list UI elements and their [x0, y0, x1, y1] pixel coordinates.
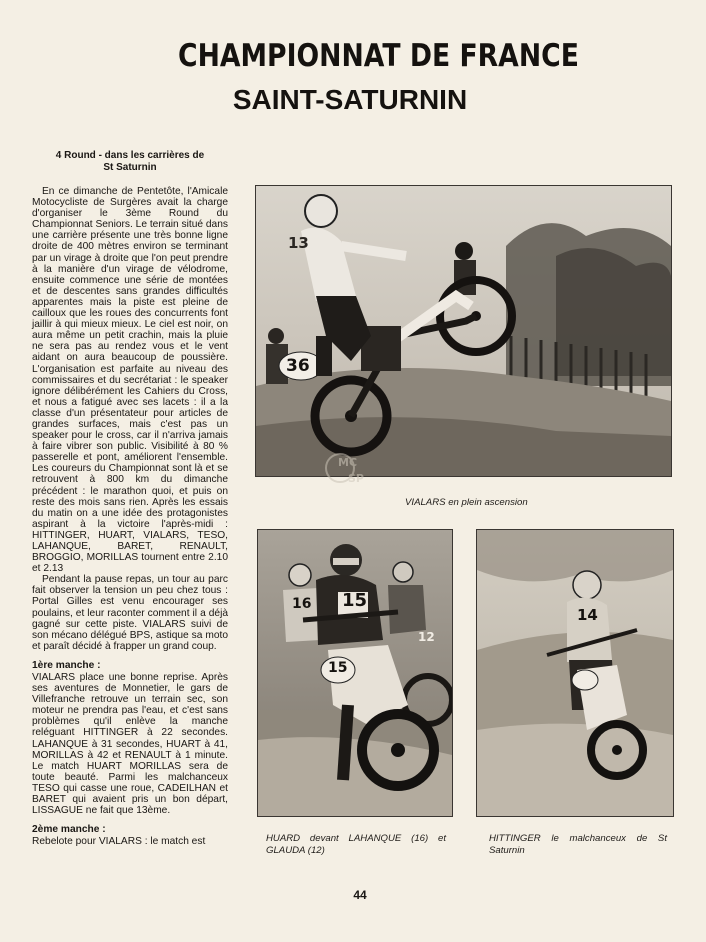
paragraph-pause: Pendant la pause repas, un tour au parc fait observer la tension un peu chez tous : Portal Gilles est venu encourager ses poulains, et leur raconter comment il a déjà gagné sur cette piste. VIALARS suivi de son mécano délégué BPS, astique sa moto et paraît décidé à frapper un grand coup. [32, 574, 228, 652]
page-title: CHAMPIONNAT DE FRANCE [178, 38, 579, 74]
page-subtitle: SAINT-SATURNIN [232, 84, 468, 115]
watermark-logo [318, 444, 378, 494]
front-bike-number: 15 [328, 660, 348, 676]
caption-bottom-left: HUARD devant LAHANQUE (16) et GLAUDA (12) [266, 833, 446, 856]
manche-1-heading: 1ère manche : [32, 659, 101, 671]
top-rider-number: 36 [286, 356, 310, 376]
manche-2-heading: 2ème manche : [32, 824, 106, 836]
photo-vialars-ascension [256, 186, 671, 476]
article-column [32, 150, 228, 847]
watermark-icon [318, 444, 378, 494]
front-rider-bib-number: 15 [342, 590, 368, 611]
hittinger-bib-number: 14 [577, 606, 598, 624]
page-number: 44 [353, 888, 367, 902]
photo-huard-image [258, 530, 452, 816]
photo-huard-lahanque [258, 530, 452, 816]
section-heading-line-1: 4 Round - dans les carrières de [55, 150, 205, 161]
paragraph-intro: En ce dimanche de Pentetôte, l'Amicale Motocycliste de Surgères avait la charge d'organiser le 3ème Round du Championnat Seniors. Le terrain situé dans une carrière présente une très bonne ligne droite de 400 mètres environ se terminant par un virage à droite que l'on peut prendre à la manière d'un virage de vélodrome, ensuite commence une série de montées et de descentes sans grandes difficultés apparentes mais la piste est pleine de cailloux que les roues des concurrents font jaillir à qui mieux mieux. Le ciel est noir, on aura même un petit crachin, mais la pluie ne sera pas au rendez vous et le vent aidant on aura beaucoup de poussière. L'organisation est parfaite au niveau des commissaires et du secrétariat : le speaker ignore délibérément les Cahiers du Cross, et nous a fatigué avec ses lacets : il a la classe d'un présentateur pour articles de grandes surfaces, mais c'est pas un speaker pour le cross, car il n'arriva jamais à faire vibrer son public. Visibilité à 80 % passerelle et pont, améliorent l'ensemble. Les coureurs du Championnat sont là et se retrouvent à 800 km du dimanche précédent : le marathon quoi, et puis on reste des mois sans rien. Après les essais du matin on a une idée des protagonistes aspirant à la victoire l'après-midi : HITTINGER, HUART, VIALARS, TESO, LAHANQUE, BARET, RENAULT, BROGGIO, MORILLAS tournent entre 2.10 et 2.13 [32, 186, 228, 575]
section-heading [32, 150, 228, 174]
photo-vialars-image [256, 186, 671, 476]
lahanque-number: 16 [292, 596, 312, 612]
section-heading-line-2: St Saturnin [103, 162, 157, 173]
caption-top-photo: VIALARS en plein ascension [405, 497, 528, 508]
photo-hittinger-image [477, 530, 673, 816]
top-bib-number: 13 [288, 234, 309, 252]
manche-2-text: Rebelote pour VIALARS : le match est [32, 836, 206, 848]
svg-text:SP: SP [348, 472, 364, 485]
manche-1-text: VIALARS place une bonne reprise. Après ses aventures de Monnetier, le gars de Villefranche retrouve un terrain sec, son moteur ne prendra pas l'eau, et c'est sans problèmes qu'il enlève la manche reléguant HITTINGER à 22 secondes. LAHANQUE à 31 secondes, HUART à 41, MORILLAS à 42 et RENAULT à 1 minute. Le match HUART MORILLAS sera de toute beauté. Parmi les malchanceux TESO qui casse une roue, CADEILHAN et BARET qui avaient pris un bon départ, LISSAGUE ne fait que 13ème. [32, 671, 228, 817]
glauda-number: 12 [418, 630, 435, 644]
photo-hittinger [477, 530, 673, 816]
caption-bottom-right: HITTINGER le malchanceux de St Saturnin [489, 833, 667, 856]
svg-text:MC: MC [338, 456, 358, 469]
